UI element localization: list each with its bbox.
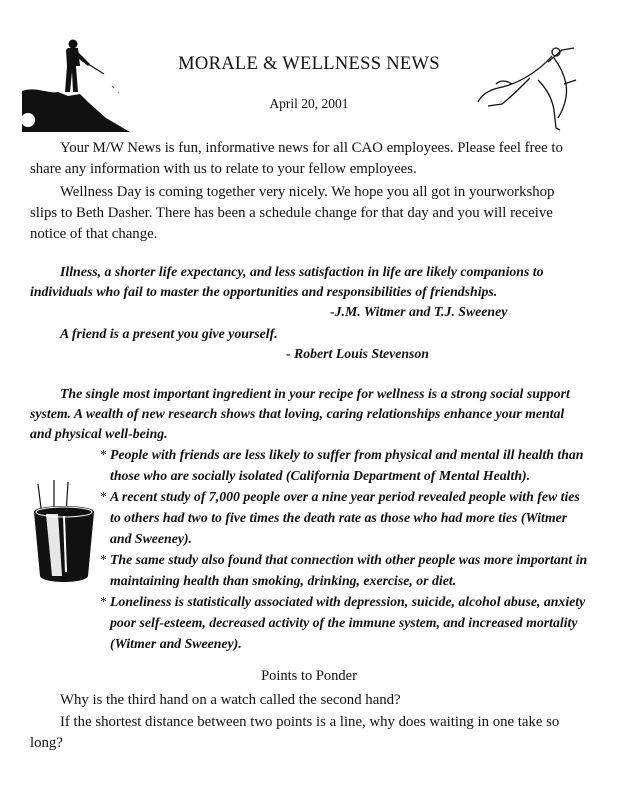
quote-stevenson: A friend is a present you give yourself.	[60, 326, 278, 341]
hiker-clipart	[22, 36, 134, 136]
page-title: MORALE & WELLNESS NEWS	[178, 54, 440, 74]
intro-paragraph-2: Wellness Day is coming together very nicely. We hope you all got in yourworkshop slips to Beth Dasher. There has been a schedule change for that day and you will receive notice of that change.	[30, 184, 555, 242]
support-lead-paragraph: The single most important ingredient in your recipe for wellness is a strong social support system. A wealth of new research shows that loving, caring relationships enhance your mental and physical well-being.	[30, 386, 570, 441]
ponder-question-1: Why is the third hand on a watch called the second hand?	[60, 692, 401, 708]
list-item: * A recent study of 7,000 people over a nine year period revealed people with few ties to others had two to five times the death rate as those who had more ties (Witmer and Sweeney).	[100, 486, 588, 549]
quote-witmer: Illness, a shorter life expectancy, and less satisfaction in life are likely companions to individuals who fail to master the opportunities and responsibilities of friendships.	[30, 264, 544, 299]
bullet-marker: *	[100, 552, 107, 567]
bullet-marker: *	[100, 447, 107, 462]
bullet-marker: *	[100, 594, 107, 609]
list-item: * People with friends are less likely to suffer from physical and mental ill health than those who are socially isolated (California Department of Mental Health).	[100, 444, 588, 486]
list-item: * Loneliness is statistically associated with depression, suicide, alcohol abuse, anxiety poor self-esteem, decreased activity of the immune system, and increased mortality (Witmer and Sweeney).	[100, 591, 588, 654]
quote-stevenson-author: - Robert Louis Stevenson	[286, 346, 429, 361]
ponder-question-2: If the shortest distance between two points is a line, why does waiting in one take so long?	[30, 714, 560, 751]
quote-witmer-author: -J.M. Witmer and T.J. Sweeney	[330, 304, 508, 319]
issue-date: April 20, 2001	[269, 96, 349, 111]
list-item: * The same study also found that connection with other people was more important in maintaining health than smoking, drinking, exercise, or diet.	[100, 549, 588, 591]
bullet-marker: *	[100, 489, 107, 504]
bullet-list	[100, 444, 588, 654]
glass-clipart	[28, 476, 100, 586]
intro-paragraph-1: Your M/W News is fun, informative news for all CAO employees. Please feel free to share any information with us to relate to your fellow employees.	[30, 140, 563, 177]
section-heading-points-to-ponder: Points to Ponder	[261, 668, 357, 684]
